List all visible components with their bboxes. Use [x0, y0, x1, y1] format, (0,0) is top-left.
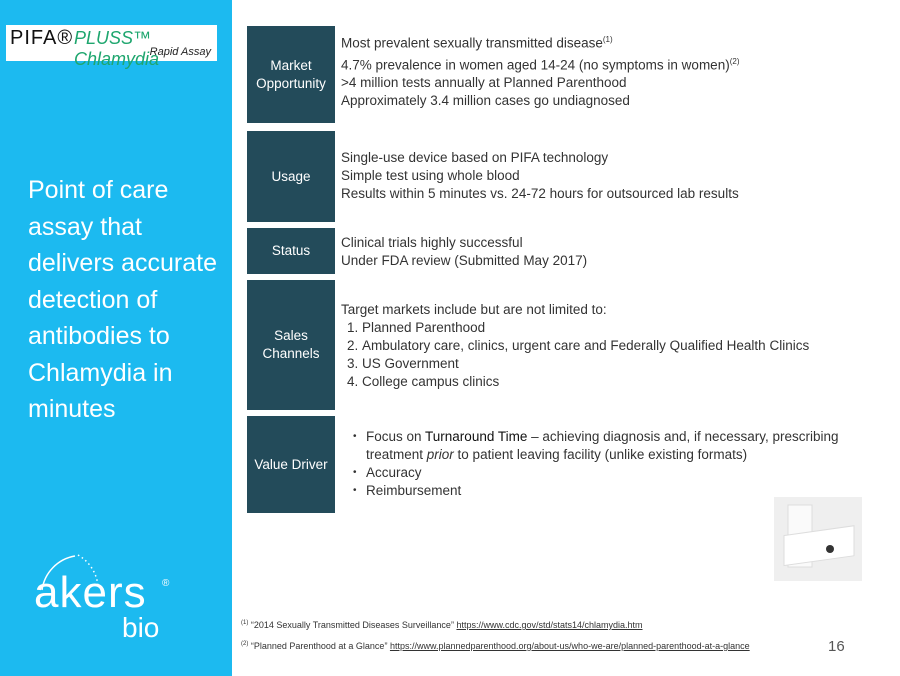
sidebar	[0, 0, 232, 676]
status-line: Under FDA review (Submitted May 2017)	[341, 253, 588, 268]
device-image	[774, 497, 862, 581]
footnote-link[interactable]: https://www.plannedparenthood.org/about-us/who-we-are/planned-parenthood-at-a-glance	[389, 641, 750, 651]
product-logo	[6, 25, 217, 69]
ref: (2)	[241, 641, 249, 647]
market-line: >4 million tests annually at Planned Parenthood	[341, 75, 627, 90]
text: – achieving diagnosis and, if necessary, prescribing treatment	[366, 429, 839, 462]
sales-text	[341, 301, 809, 391]
list-item: • Accuracy	[366, 464, 862, 482]
logo-akers: akers	[34, 568, 147, 617]
list-item	[366, 428, 862, 464]
market-text	[341, 31, 739, 110]
status-line: Clinical trials highly successful	[341, 235, 523, 250]
italic: prior	[426, 447, 454, 462]
pifa-logo-text: PIFA®	[10, 27, 74, 49]
list-item: 3. US Government	[362, 355, 809, 373]
label-sales-channels: Sales Channels	[247, 280, 335, 410]
text: 4.7% prevalence in women aged 14-24 (no symptoms in women)	[341, 57, 730, 72]
text: Most prevalent sexually transmitted disease	[341, 35, 603, 51]
list-item: • Reimbursement	[366, 482, 862, 500]
ref: (1)	[602, 35, 613, 44]
text: Focus on	[366, 429, 426, 444]
usage-line: Single-use device based on PIFA technology	[341, 150, 609, 165]
label-usage: Usage	[247, 131, 335, 222]
list-item: 1. Planned Parenthood	[362, 319, 809, 337]
usage-text	[341, 149, 739, 203]
akers-bio-logo	[30, 550, 190, 650]
headline: Point of care assay that delivers accurate detection of antibodies to Chlamydia in minutes	[28, 176, 217, 423]
registered-mark: ®	[162, 578, 170, 589]
text: “2014 Sexually Transmitted Diseases Surveillance”	[248, 620, 457, 630]
sales-intro: Target markets include but are not limited to:	[341, 302, 607, 317]
product-subtitle: Rapid Assay	[149, 46, 211, 58]
footnote-link[interactable]: https://www.cdc.gov/std/stats14/chlamydia.htm	[456, 620, 643, 630]
list-item: 4. College campus clinics	[362, 373, 809, 391]
label-status: Status	[247, 228, 335, 274]
list-item: 2. Ambulatory care, clinics, urgent care and Federally Qualified Health Clinics	[362, 337, 809, 355]
footnote-2	[241, 641, 750, 651]
ref: (1)	[241, 620, 249, 626]
label-value-driver: Value Driver	[247, 416, 335, 513]
value-text	[352, 428, 862, 500]
ref: (2)	[729, 56, 740, 66]
test-device-icon	[774, 497, 862, 581]
market-line	[341, 53, 739, 75]
emphasis: Turnaround Time	[425, 429, 528, 444]
product-name: PLUSS™ Chlamydia	[74, 28, 160, 69]
text: “Planned Parenthood at a Glance”	[248, 641, 390, 651]
page-number: 16	[828, 638, 845, 655]
footnote-1	[241, 620, 643, 630]
logo-bio: bio	[122, 612, 160, 643]
label-market-opportunity: Market Opportunity	[247, 26, 335, 123]
text: to patient leaving facility (unlike existing formats)	[453, 447, 748, 462]
market-line	[341, 31, 739, 53]
status-text	[341, 234, 587, 270]
market-line: Approximately 3.4 million cases go undiagnosed	[341, 93, 630, 108]
usage-line: Simple test using whole blood	[341, 168, 520, 183]
usage-line: Results within 5 minutes vs. 24-72 hours for outsourced lab results	[341, 186, 739, 201]
